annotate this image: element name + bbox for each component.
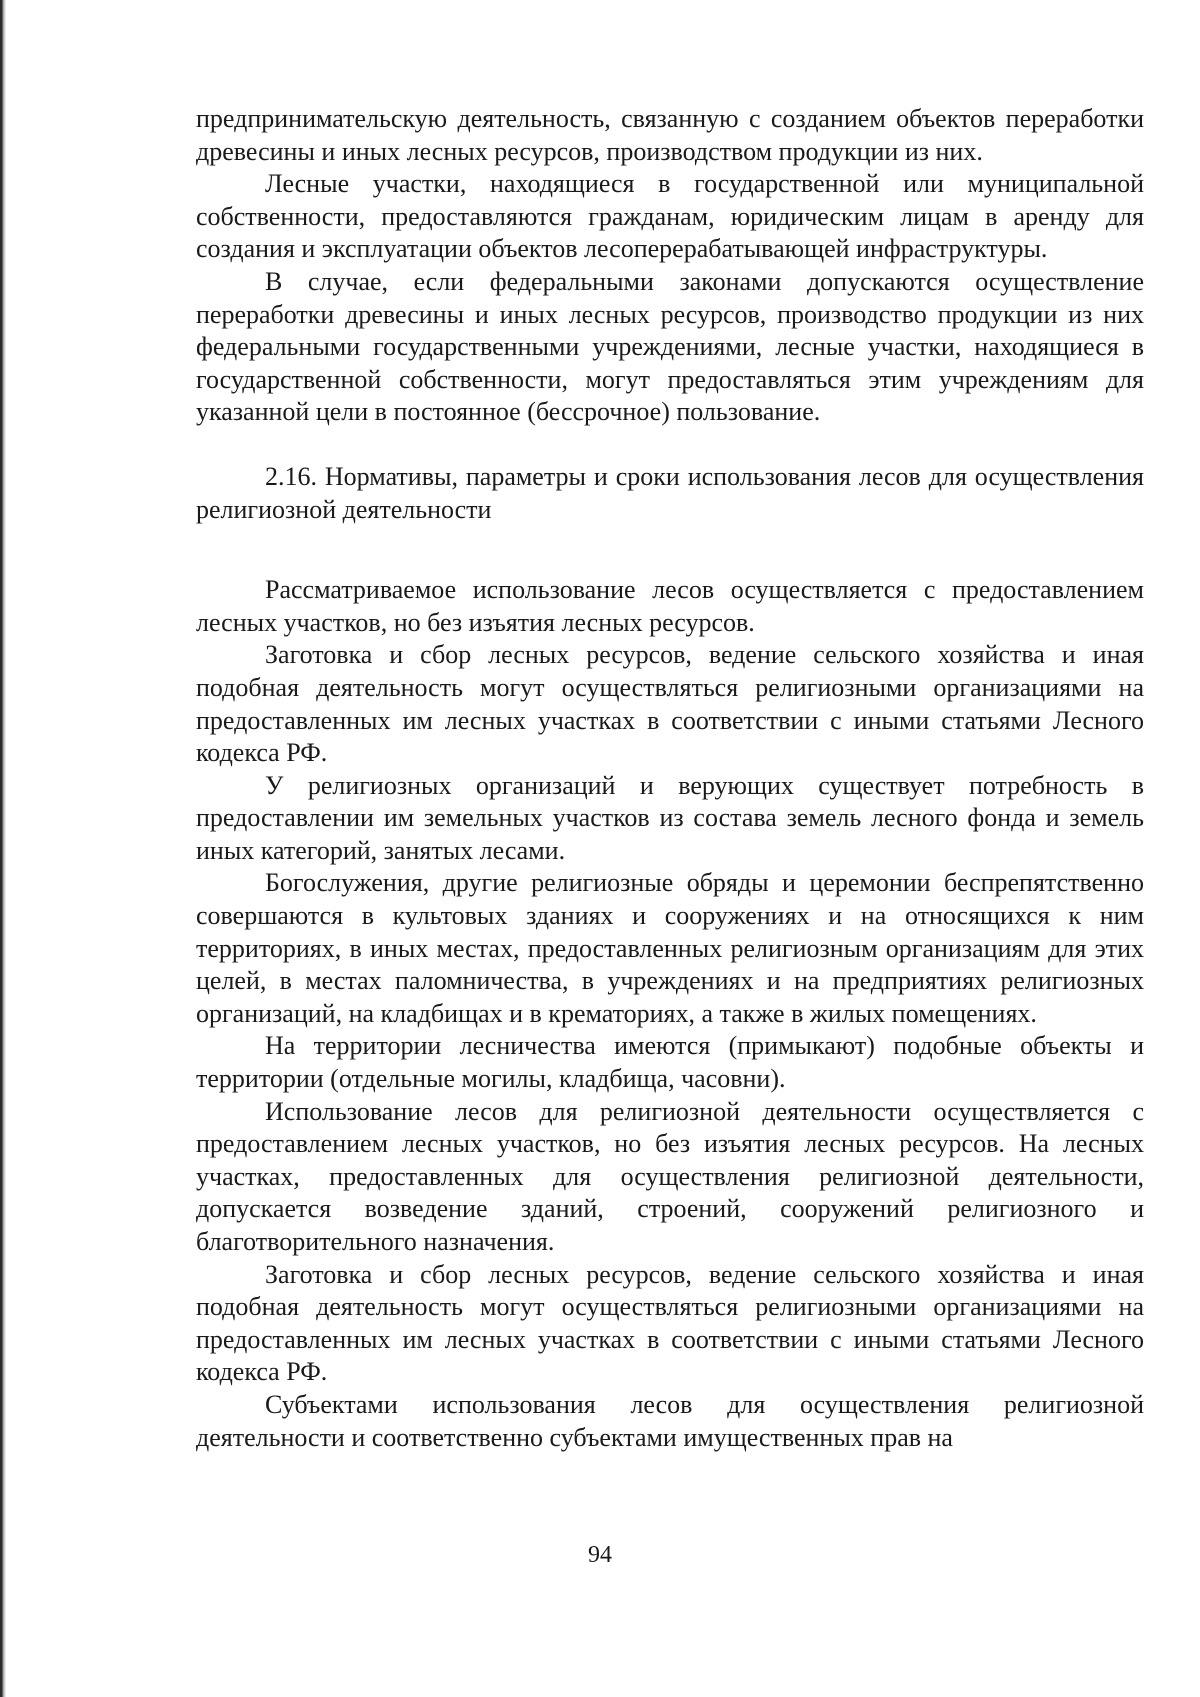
section-heading: 2.16. Нормативы, параметры и сроки использования лесов для осуществления религиозной деятельности: [196, 461, 1144, 524]
document-page: [196, 103, 1144, 1454]
paragraph-federal-laws: В случае, если федеральными законами допускаются осуществление переработки древесины и иных лесных ресурсов, производство продукции из них федеральными государственными учреждениями, лесные участки, находящиеся в государственной собственности, могут предоставляться этим учреждениям для указанной цели в постоянное (бессрочное) пользование.: [196, 266, 1144, 427]
paragraph-continuation: предпринимательскую деятельность, связанную с созданием объектов переработки древесины и иных лесных ресурсов, производством продукции из них.: [196, 104, 1144, 166]
page-number: 94: [588, 1542, 612, 1568]
heading-spacer: [196, 526, 1144, 574]
paragraph-harvesting: Заготовка и сбор лесных ресурсов, ведение сельского хозяйства и иная подобная деятельность могут осуществляться религиозными организациями на предоставленных им лесных участках в соответствии с иными статьями Лесного кодекса РФ.: [196, 640, 1144, 768]
paragraph-considered-use: Рассматриваемое использование лесов осуществляется с предоставлением лесных участков, но без изъятия лесных ресурсов.: [196, 575, 1144, 637]
paragraph-need: У религиозных организаций и верующих существует потребность в предоставлении им земельных участков из состава земель лесного фонда и земель иных категорий, занятых лесами.: [196, 770, 1144, 865]
paragraph-territory: На территории лесничества имеются (примыкают) подобные объекты и территории (отдельные могилы, кладбища, часовни).: [196, 1031, 1144, 1094]
paragraph-lease: Лесные участки, находящиеся в государственной или муниципальной собственности, предоставляются гражданам, юридическим лицам в аренду для создания и эксплуатации объектов лесоперерабатывающей инфраструктуры.: [196, 169, 1144, 264]
paragraph-harvesting-repeat: Заготовка и сбор лесных ресурсов, ведение сельского хозяйства и иная подобная деятельность могут осуществляться религиозными организациями на предоставленных им лесных участках в соответствии с иными статьями Лесного кодекса РФ.: [196, 1259, 1144, 1387]
paragraph-subjects: Субъектами использования лесов для осуществления религиозной деятельности и соответственно субъектами имущественных прав на: [196, 1389, 1144, 1452]
paragraph-use-of-forests: Использование лесов для религиозной деятельности осуществляется с предоставлением лесных участков, но без изъятия лесных ресурсов. На лесных участках, предоставленных для осуществления религиозной деятельности, допускается возведение зданий, строений, сооружений религиозного и благотворительного назначения.: [196, 1096, 1144, 1256]
paragraph-worship: Богослужения, другие религиозные обряды и церемонии беспрепятственно совершаются в культовых зданиях и сооружениях и на относящихся к ним территориях, в иных местах, предоставленных религиозным организациям для этих целей, в местах паломничества, в учреждениях и на предприятиях религиозных организаций, на кладбищах и в крематориях, а также в жилых помещениях.: [196, 868, 1144, 1028]
scan-edge: [0, 0, 6, 1697]
